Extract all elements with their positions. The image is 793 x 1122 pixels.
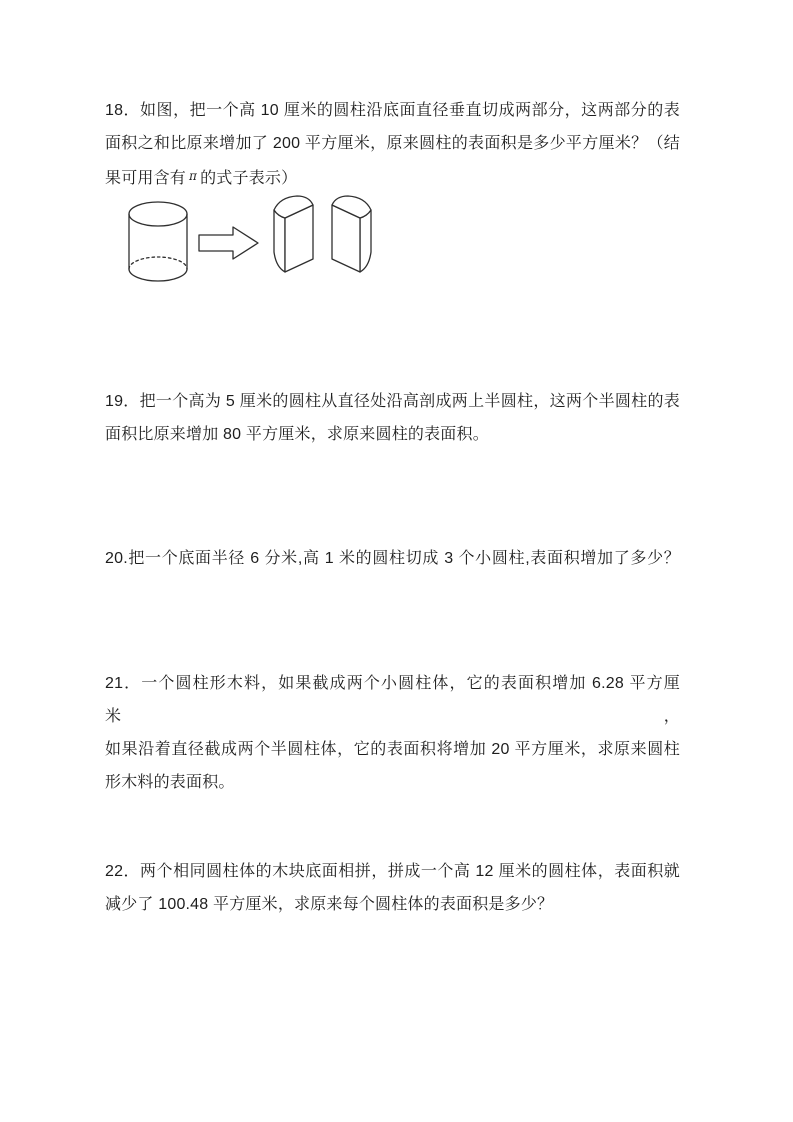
question-18-line-3-suffix: 的式子表示） xyxy=(200,170,298,187)
half-cylinder-right xyxy=(332,196,371,272)
question-22-line-1: 22．两个相同圆柱体的木块底面相拼，拼成一个高 12 厘米的圆柱体，表面积就 xyxy=(105,863,680,880)
question-22-line-2: 减少了 100.48 平方厘米，求原来每个圆柱体的表面积是多少？ xyxy=(105,896,554,913)
cylinder-figure xyxy=(129,202,187,281)
arrow-right-icon xyxy=(199,227,258,259)
question-22 xyxy=(105,855,680,921)
question-20-line-1: 20.把一个底面半径 6 分米,高 1 米的圆柱切成 3 个小圆柱,表面积增加了多少？ xyxy=(105,550,680,567)
question-18-line-2: 面积之和比原来增加了 200 平方厘米，原来圆柱的表面积是多少平方厘米？（结 xyxy=(105,135,680,152)
question-19-line-2: 面积比原来增加 80 平方厘米，求原来圆柱的表面积。 xyxy=(105,426,489,443)
question-18-line-3-prefix: 果可用含有 xyxy=(105,170,187,187)
question-21-line-2: 如果沿着直径截成两个半圆柱体，它的表面积将增加 20 平方厘米，求原来圆柱 xyxy=(105,741,680,758)
question-21-line-3: 形木料的表面积。 xyxy=(105,774,235,791)
question-18 xyxy=(105,94,680,195)
question-18-line-1: 18．如图，把一个高 10 厘米的圆柱沿底面直径垂直切成两部分，这两部分的表 xyxy=(105,102,680,119)
question-19 xyxy=(105,385,680,451)
figure-cylinder-split xyxy=(110,190,390,290)
question-21 xyxy=(105,667,680,799)
pi-symbol: π xyxy=(189,169,198,183)
question-21-line-1: 21．一个圆柱形木料，如果截成两个小圆柱体，它的表面积增加 6.28 平方厘米， xyxy=(105,675,680,725)
question-19-line-1: 19．把一个高为 5 厘米的圆柱从直径处沿高剖成两上半圆柱，这两个半圆柱的表 xyxy=(105,393,680,410)
half-cylinder-left xyxy=(274,196,313,272)
question-20 xyxy=(105,542,680,575)
